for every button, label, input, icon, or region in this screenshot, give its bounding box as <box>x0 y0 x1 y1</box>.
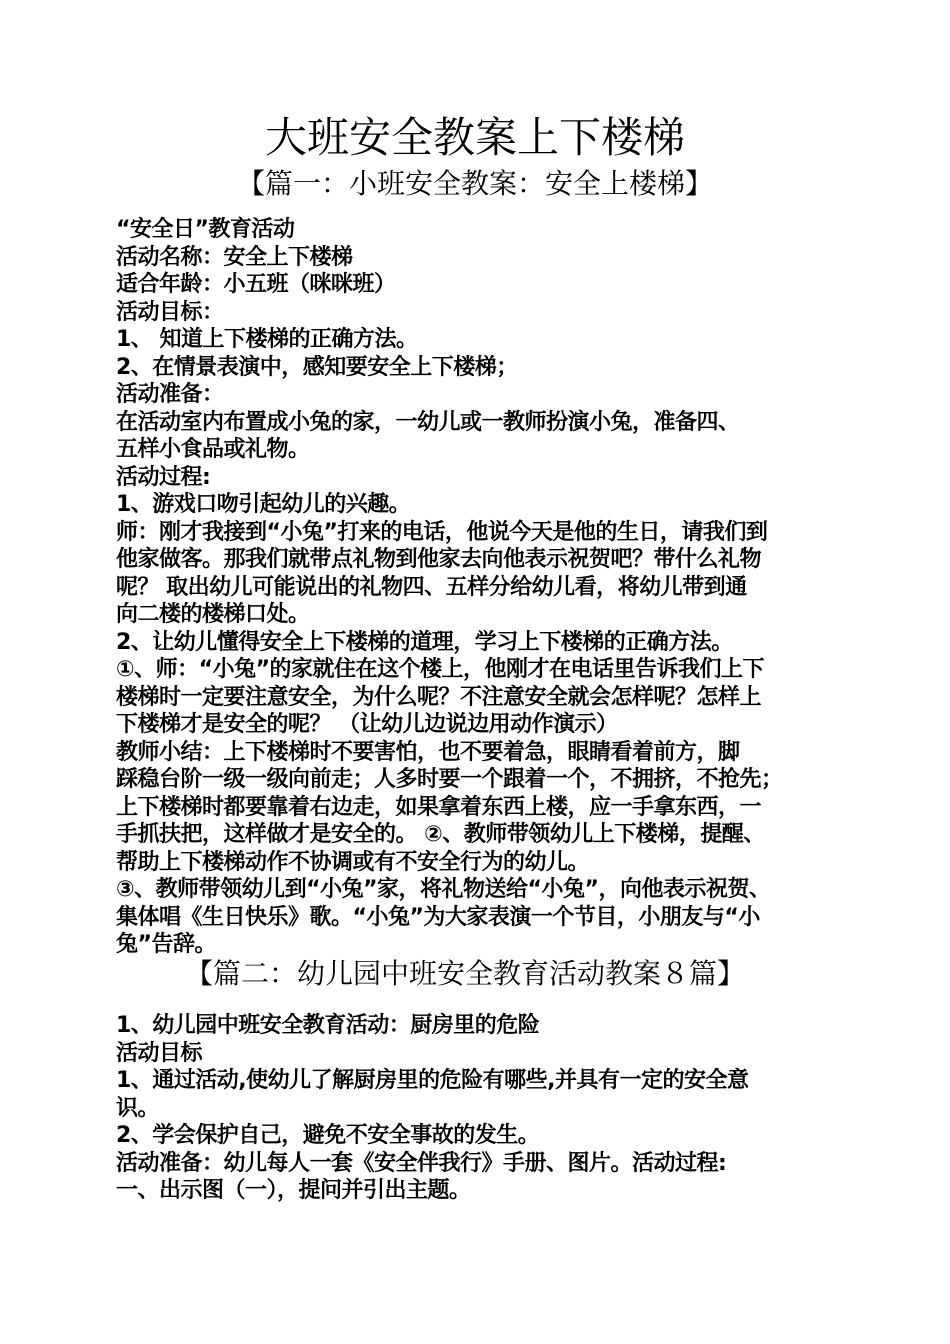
body-line: 活动目标 <box>116 1040 203 1066</box>
body-line: 下楼梯才是安全的呢？ （让幼儿边说边用动作演示） <box>116 712 618 737</box>
body-line: 上下楼梯时都要靠着右边走，如果拿着东西上楼，应一手拿东西，一 <box>116 794 762 820</box>
body-line: 一、出示图（一），提问并引出主题。 <box>116 1178 471 1203</box>
body-line: 踩稳台阶一级一级向前走；人多时要一个跟着一个，不拥挤，不抢先； <box>116 767 783 792</box>
document-title: 大班安全教案上下楼梯 <box>264 113 685 162</box>
body-line: 教师小结：上下楼梯时不要害怕，也不要着急，眼睛看着前方，脚 <box>116 739 740 765</box>
body-line: 楼梯时一定要注意安全，为什么呢？不注意安全就会怎样呢？怎样上 <box>116 684 762 710</box>
body-line: 活动准备： <box>116 382 224 407</box>
section-2-body <box>116 1012 846 1205</box>
body-line: 2、让幼儿懂得安全上下楼梯的道理，学习上下楼梯的正确方法。 <box>116 629 733 655</box>
section-1-body <box>116 216 846 959</box>
body-line: 兔”告辞。 <box>116 932 216 957</box>
section-2-heading: 【篇二：幼儿园中班安全教育活动教案８篇】 <box>184 957 745 990</box>
body-line: 在活动室内布置成小兔的家，一幼儿或一教师扮演小兔，准备四、 <box>116 409 740 435</box>
body-line: 活动过程: <box>116 464 211 490</box>
body-line: ③、教师带领幼儿到“小兔”家，将礼物送给“小兔”，向他表示祝贺、 <box>116 877 771 902</box>
body-line: 帮助上下楼梯动作不协调或有不安全行为的幼儿。 <box>116 849 590 875</box>
body-line: 五样小食品或礼物。 <box>116 437 310 462</box>
body-line: 活动名称：安全上下楼梯 <box>116 244 353 270</box>
body-line: 1、幼儿园中班安全教育活动：厨房里的危险 <box>116 1013 540 1038</box>
body-line: 1、通过活动,使幼儿了解厨房里的危险有哪些,并具有一定的安全意 <box>116 1068 749 1093</box>
body-line: ①、师：“小兔”的家就住在这个楼上，他刚才在电话里告诉我们上下 <box>116 657 765 682</box>
body-line: 手抓扶把，这样做才是安全的。 ②、教师带领幼儿上下楼梯，提醒、 <box>116 822 765 847</box>
body-line: 活动准备：幼儿每人一套《安全伴我行》手册、图片。活动过程: <box>116 1150 727 1176</box>
body-line: 向二楼的楼梯口处。 <box>116 602 310 627</box>
body-line: 1、游戏口吻引起幼儿的兴趣。 <box>116 492 411 517</box>
body-line: 2、在情景表演中，感知要安全上下楼梯； <box>116 354 518 380</box>
section-1-heading: 【篇一：小班安全教案：安全上楼梯】 <box>236 167 713 200</box>
body-line: 他家做客。那我们就带点礼物到他家去向他表示祝贺吧？带什么礼物 <box>116 547 762 572</box>
body-line: 2、学会保护自己，避免不安全事故的发生。 <box>116 1123 540 1148</box>
body-line: “安全日”教育活动 <box>116 217 295 242</box>
body-line: 集体唱《生日快乐》歌。“小兔”为大家表演一个节目，小朋友与“小 <box>116 904 760 930</box>
body-line: 师：刚才我接到“小兔”打来的电话，他说今天是他的生日，请我们到 <box>116 519 768 545</box>
body-line: 1、 知道上下楼梯的正确方法。 <box>116 327 418 352</box>
body-line: 适合年龄：小五班（咪咪班） <box>116 272 396 297</box>
body-line: 识。 <box>116 1095 160 1121</box>
body-line: 活动目标： <box>116 299 224 325</box>
body-line: 呢？ 取出幼儿可能说出的礼物四、五样分给幼儿看，将幼儿带到通 <box>116 574 747 600</box>
